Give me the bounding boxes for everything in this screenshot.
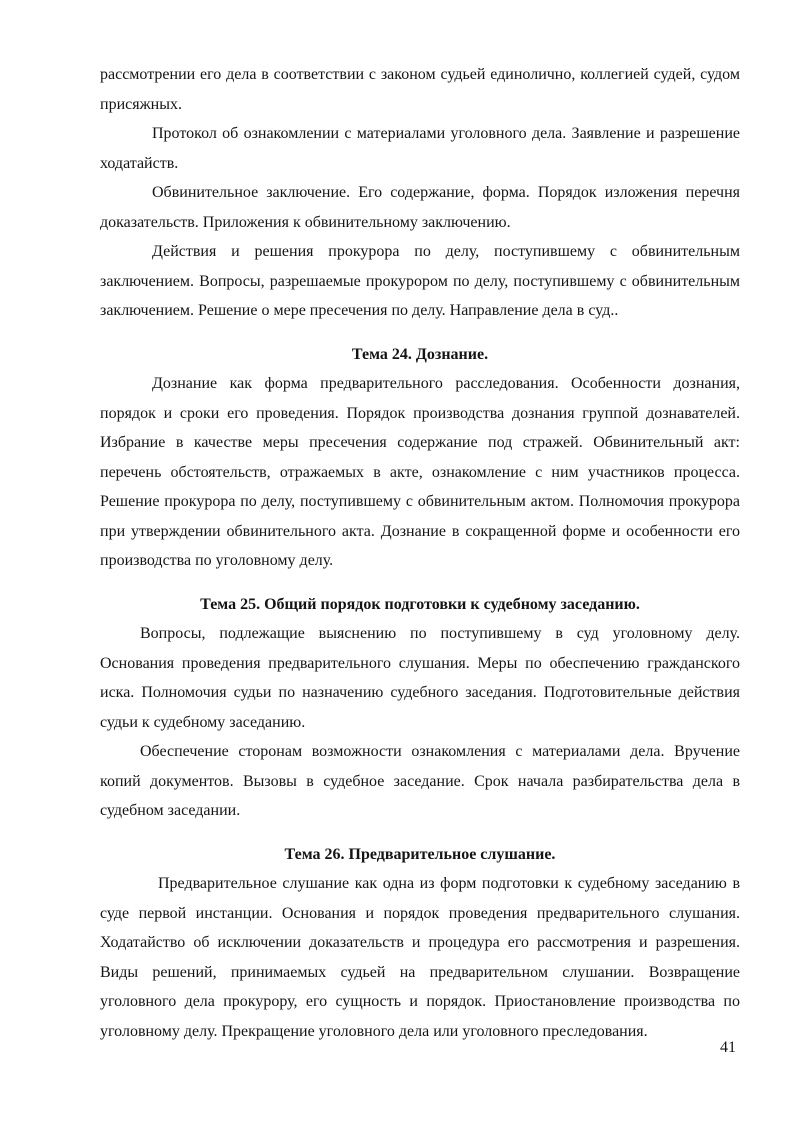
section-heading: Тема 24. Дознание. [351,345,489,363]
text-line: Решение прокурора по делу, поступившему с обвинительным актом. Полномочия прокурора [100,493,740,510]
text-line: Предварительное слушание как одна из форм подготовки к судебному заседанию в [158,875,740,892]
text-line: Избрание в качестве меры пресечения содержание под стражей. Обвинительный акт: [100,434,740,451]
text-line: Действия и решения прокурора по делу, поступившему с обвинительным [152,243,740,260]
text-line: Виды решений, принимаемых судьей на предварительном слушании. Возвращение [100,963,740,981]
text-line: Обвинительное заключение. Его содержание, форма. Порядок изложения перечня [152,184,740,201]
text-line: порядок и сроки его проведения. Порядок производства дознания группой дознавателей. [100,404,740,422]
text-line: судьи к судебному заседанию. [100,713,306,731]
paragraph [100,869,740,1046]
text-line: ходатайств. [100,154,179,172]
text-line: уголовного дела прокурору, его сущность и порядок. Приостановление производства по [100,993,740,1010]
document-text [100,60,740,1046]
text-line: производства по уголовному делу. [100,552,334,569]
paragraph [100,619,740,737]
paragraph [100,737,740,826]
text-line: заключением. Вопросы, разрешаемые прокурором по делу, поступившему с обвинительным [100,272,740,290]
paragraph [100,60,740,119]
text-line: уголовному делу. Прекращение уголовного дела или уголовного преследования. [100,1022,648,1040]
paragraph [100,178,740,237]
text-line: Протокол об ознакомлении с материалами уголовного дела. Заявление и разрешение [152,125,740,142]
text-line: доказательств. Приложения к обвинительному заключению. [100,213,511,231]
paragraph [100,369,740,576]
text-line: судебном заседании. [100,802,241,819]
text-line: иска. Полномочия судьи по назначению судебного заседания. Подготовительные действия [100,684,740,701]
paragraph [100,119,740,178]
text-line: рассмотрении его дела в соответствии с законом судьей единолично, коллегией судей, судом [100,66,740,83]
paragraph [100,237,740,326]
page-number: 41 [720,1039,736,1056]
section-heading: Тема 25. Общий порядок подготовки к судебному заседанию. [200,595,640,613]
text-line: Дознание как форма предварительного расследования. Особенности дознания, [152,375,740,392]
text-line: при утверждении обвинительного акта. Дознание в сокращенной форме и особенности его [100,522,740,540]
text-line: копий документов. Вызовы в судебное заседание. Срок начала разбирательства дела в [100,772,740,790]
text-line: присяжных. [100,95,182,113]
section-heading: Тема 26. Предварительное слушание. [284,845,556,863]
text-line: заключением. Решение о мере пресечения по делу. Направление дела в суд.. [100,302,619,319]
text-line: Вопросы, подлежащие выяснению по поступившему в суд уголовному делу. [140,625,740,642]
text-line: Ходатайство об исключении доказательств и процедура его рассмотрения и разрешения. [100,934,740,951]
text-line: Основания проведения предварительного слушания. Меры по обеспечению гражданского [100,654,740,672]
text-line: суде первой инстанции. Основания и порядок проведения предварительного слушания. [100,904,740,922]
text-line: Обеспечение сторонам возможности ознакомления с материалами дела. Вручение [140,743,740,760]
text-line: перечень обстоятельств, отражаемых в акте, ознакомление с ним участников процесса. [100,463,740,481]
